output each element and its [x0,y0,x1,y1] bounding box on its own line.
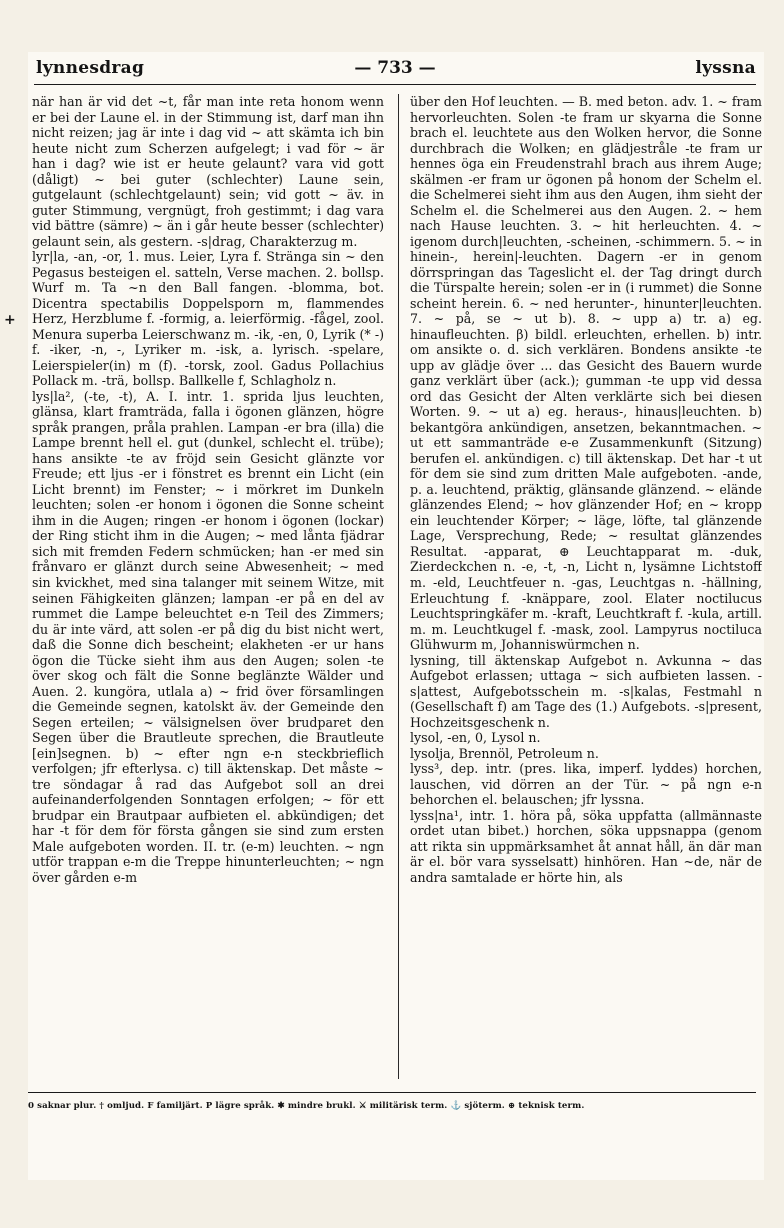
entry-lyra: lyr|la, -an, -or, 1. mus. Leier, Lyra f. Stränga sin ~ den Pegasus besteigen el. satteln, Verse machen. 2. bollsp. Wurf m. Ta ~n den Ball fangen. -blomma, bot. Dicentra spectabilis Doppelsporn m, flammendes Herz, Herzblume f. -formig, a. leierförmig. -fågel, zool. Menura superba Leierschwanz m. -ik, -en, 0, Lyrik (* -) f. -iker, -n, -, Lyriker m. -isk, a. lyrisch. -spelare, Leierspieler(in) m (f). -torsk, zool. Gadus Pollachius Pollack m. -trä, bollsp. Ballkelle f, Schlagholz n. [32,249,384,389]
dictionary-page [4,52,764,1180]
entry-lyss: lyss³, dep. intr. (pres. lika, imperf. lyddes) horchen, lauschen, vid dörren an der Tür. ~ på ngn e-n behorchen el. belauschen; jfr lyssna. [410,761,762,808]
entry-lyssna: lyss|na¹, intr. 1. höra på, söka uppfatta (allmännaste ordet utan bibet.) horchen, söka uppsnappa (genom att rikta sin uppmärksamhet åt annat håll, än där man är el. bör vara sysselsatt) hinhören. Han ~de, när de andra samtalade er hörte hin, als [410,807,762,885]
entry-lysa-continuation: über den Hof leuchten. — B. med beton. adv. 1. ~ fram hervorleuchten. Solen -te fram ur skyarna die Sonne brach el. leuchtete aus den Wolken hervor, die Sonne durchbrach die Wolken; en glädjestråle -te fram ur hennes öga ein Freudenstrahl brach aus ihrem Auge; skälmen -er fram ur ögonen på honom der Schelm el. die Schelmerei sieht ihm aus den Augen, ihm sieht der Schelm el. die Schelmerei aus den Augen. 2. ~ hem nach Hause leuchten. 3. ~ hit herleuchten. 4. ~ igenom durch|leuchten, -scheinen, -schimmern. 5. ~ in hinein-, herein|-leuchten. Dagern -er in genom dörrspringan das Tageslicht el. der Tag dringt durch die Türspalte herein; solen -er in (i rummet) die Sonne scheint herein. 6. ~ ned herunter-, hinunter|leuchten. 7. ~ på, se ~ ut b). 8. ~ upp a) tr. a) eg. hinaufleuchten. β) bildl. erleuchten, erhellen. b) intr. om ansikte o. d. sich verklären. Bondens ansikte -te upp av glädje över ... das Gesicht des Bauern wurde ganz verklärt über (ack.); gumman -te upp vid dessa ord das Gesicht der Alten verklärte sich bei diesen Worten. 9. ~ ut a) eg. heraus-, hinaus|leuchten. b) bekantgöra ankündigen, ansetzen, bekanntmachen. ~ ut ett sammanträde e-e Zusammenkunft (Sitzung) berufen el. ankündigen. c) till äktenskap. Det har -t ut för dem sie sind zum dritten Male aufgeboten. -ande, p. a. leuchtend, präktig, glänsande glänzend. ~ elände glänzendes Elend; ~ hov glänzender Hof; en ~ kropp ein leuchtender Körper; ~ läge, löfte, tal glänzende Lage, Versprechung, Rede; ~ resultat glänzendes Resultat. -apparat, ⊕ Leuchtapparat m. -duk, Zierdeckchen n. -e, -t, -n, Licht n, lysämne Lichtstoff m. -eld, Leuchtfeuer n. -gas, Leuchtgas n. -hällning, Erleuchtung f. -knäppare, zool. Elater noctilucus Leuchtspringkäfer m. -kraft, Leuchtkraft f. -kula, artill. m. m. Leuchtkugel f. -mask, zool. Lampyrus noctiluca Glühwurm m, Johanniswürmchen n. [410,94,762,653]
right-column [410,94,762,1079]
entry-lynne-continuation: när han är vid det ~t, får man inte reta honom wenn er bei der Laune el. in der Stimmung ist, darf man ihn nicht reizen; jag är inte i dag vid ~ att skämta ich bin heute nicht zum Scherzen aufgelegt; i vad för ~ är han i dag? wie ist er heute gelaunt? vara vid gott (dåligt) ~ bei guter (schlechter) Laune sein, gutgelaunt (schlechtgelaunt) sein; vid gott ~ äv. in guter Stimmung, vergnügt, froh gestimmt; i dag vara vid bättre (sämre) ~ än i går heute besser (schlechter) gelaunt sein, als gestern. -s|drag, Charakterzug m. [32,94,384,249]
column-divider [398,94,399,1079]
entry-lysning: lysning, till äktenskap Aufgebot n. Avkunna ~ das Aufgebot erlassen; uttaga ~ sich aufbieten lassen. -s|attest, Aufgebotsschein m. -s|kalas, Festmahl n (Gesellschaft f) am Tage des (1.) Aufgebots. -s|present, Hochzeitsgeschenk n. [410,652,762,730]
page-header [34,54,756,85]
right-running-headword: lyssna [695,58,756,78]
left-running-headword: lynnesdrag [36,58,145,78]
entry-lysolja: lysolja, Brennöl, Petroleum n. [410,745,599,761]
entry-lysa: lys|la², (-te, -t), A. I. intr. 1. sprida ljus leuchten, glänsa, klart framträda, falla i ögonen glänzen, högre språk prangen, pråla prahlen. Lampan -er bra (illa) die Lampe brennt hell el. gut (dunkel, schlecht el. trübe); hans ansikte -te av fröjd sein Gesicht glänzte vor Freude; ett ljus -er i fönstret es brennt ein Licht (ein Licht brennt) im Fenster; ~ i mörkret im Dunkeln leuchten; solen -er honom i ögonen die Sonne scheint ihm in die Augen; ringen -er honom i ögonen (lockar) der Ring sticht ihm in die Augen; ~ med lånta fjädrar sich mit fremden Federn schmücken; han -er med sin frånvaro er glänzt durch seine Abwesenheit; ~ med sin kvickhet, med sina talanger mit seinem Witze, mit seinen Fähigkeiten glänzen; lampan -er på en del av rummet die Lampe beleuchtet e-n Teil des Zimmers; du är inte värd, att solen -er på dig du bist nicht wert, daß die Sonne dich bescheint; elakheten -er ur hans ögon die Tücke sieht ihm aus den Augen; solen -te över skog och fält die Sonne beglänzte Wälder und Auen. 2. kungöra, utlala a) ~ frid över församlingen die Gemeinde segnen, katolskt äv. der Gemeinde den Segen erteilen; ~ välsignelsen över brudparet den Segen über die Brautleute sprechen, die Brautleute [ein]segnen. b) ~ efter ngn e-n steckbrieflich verfolgen; jfr efterlysa. c) till äktenskap. Det måste ~ tre söndagar å rad das Aufgebot soll an drei aufeinanderfolgenden Sonntagen erfolgen; ~ för ett brudpar ein Brautpaar aufbieten el. abkündigen; det har -t för dem för första gången sie sind zum ersten Male aufgeboten worden. II. tr. (e-m) leuchten. ~ ngn utför trappan e-m die Treppe hinunterleuchten; ~ ngn över gården e-m [32,388,384,885]
left-column [32,94,384,1079]
page-number: — 733 — [354,58,436,78]
abbreviation-legend: 0 saknar plur. † omljud. F familjärt. P lägre språk. ✱ mindre brukl. ⚔ militärisk term. ⚓ sjöterm. ⊕ teknisk term. [28,1092,756,1131]
entry-lysol: lysol, -en, 0, Lysol n. [410,730,541,746]
margin-plus-mark: + [4,312,16,328]
